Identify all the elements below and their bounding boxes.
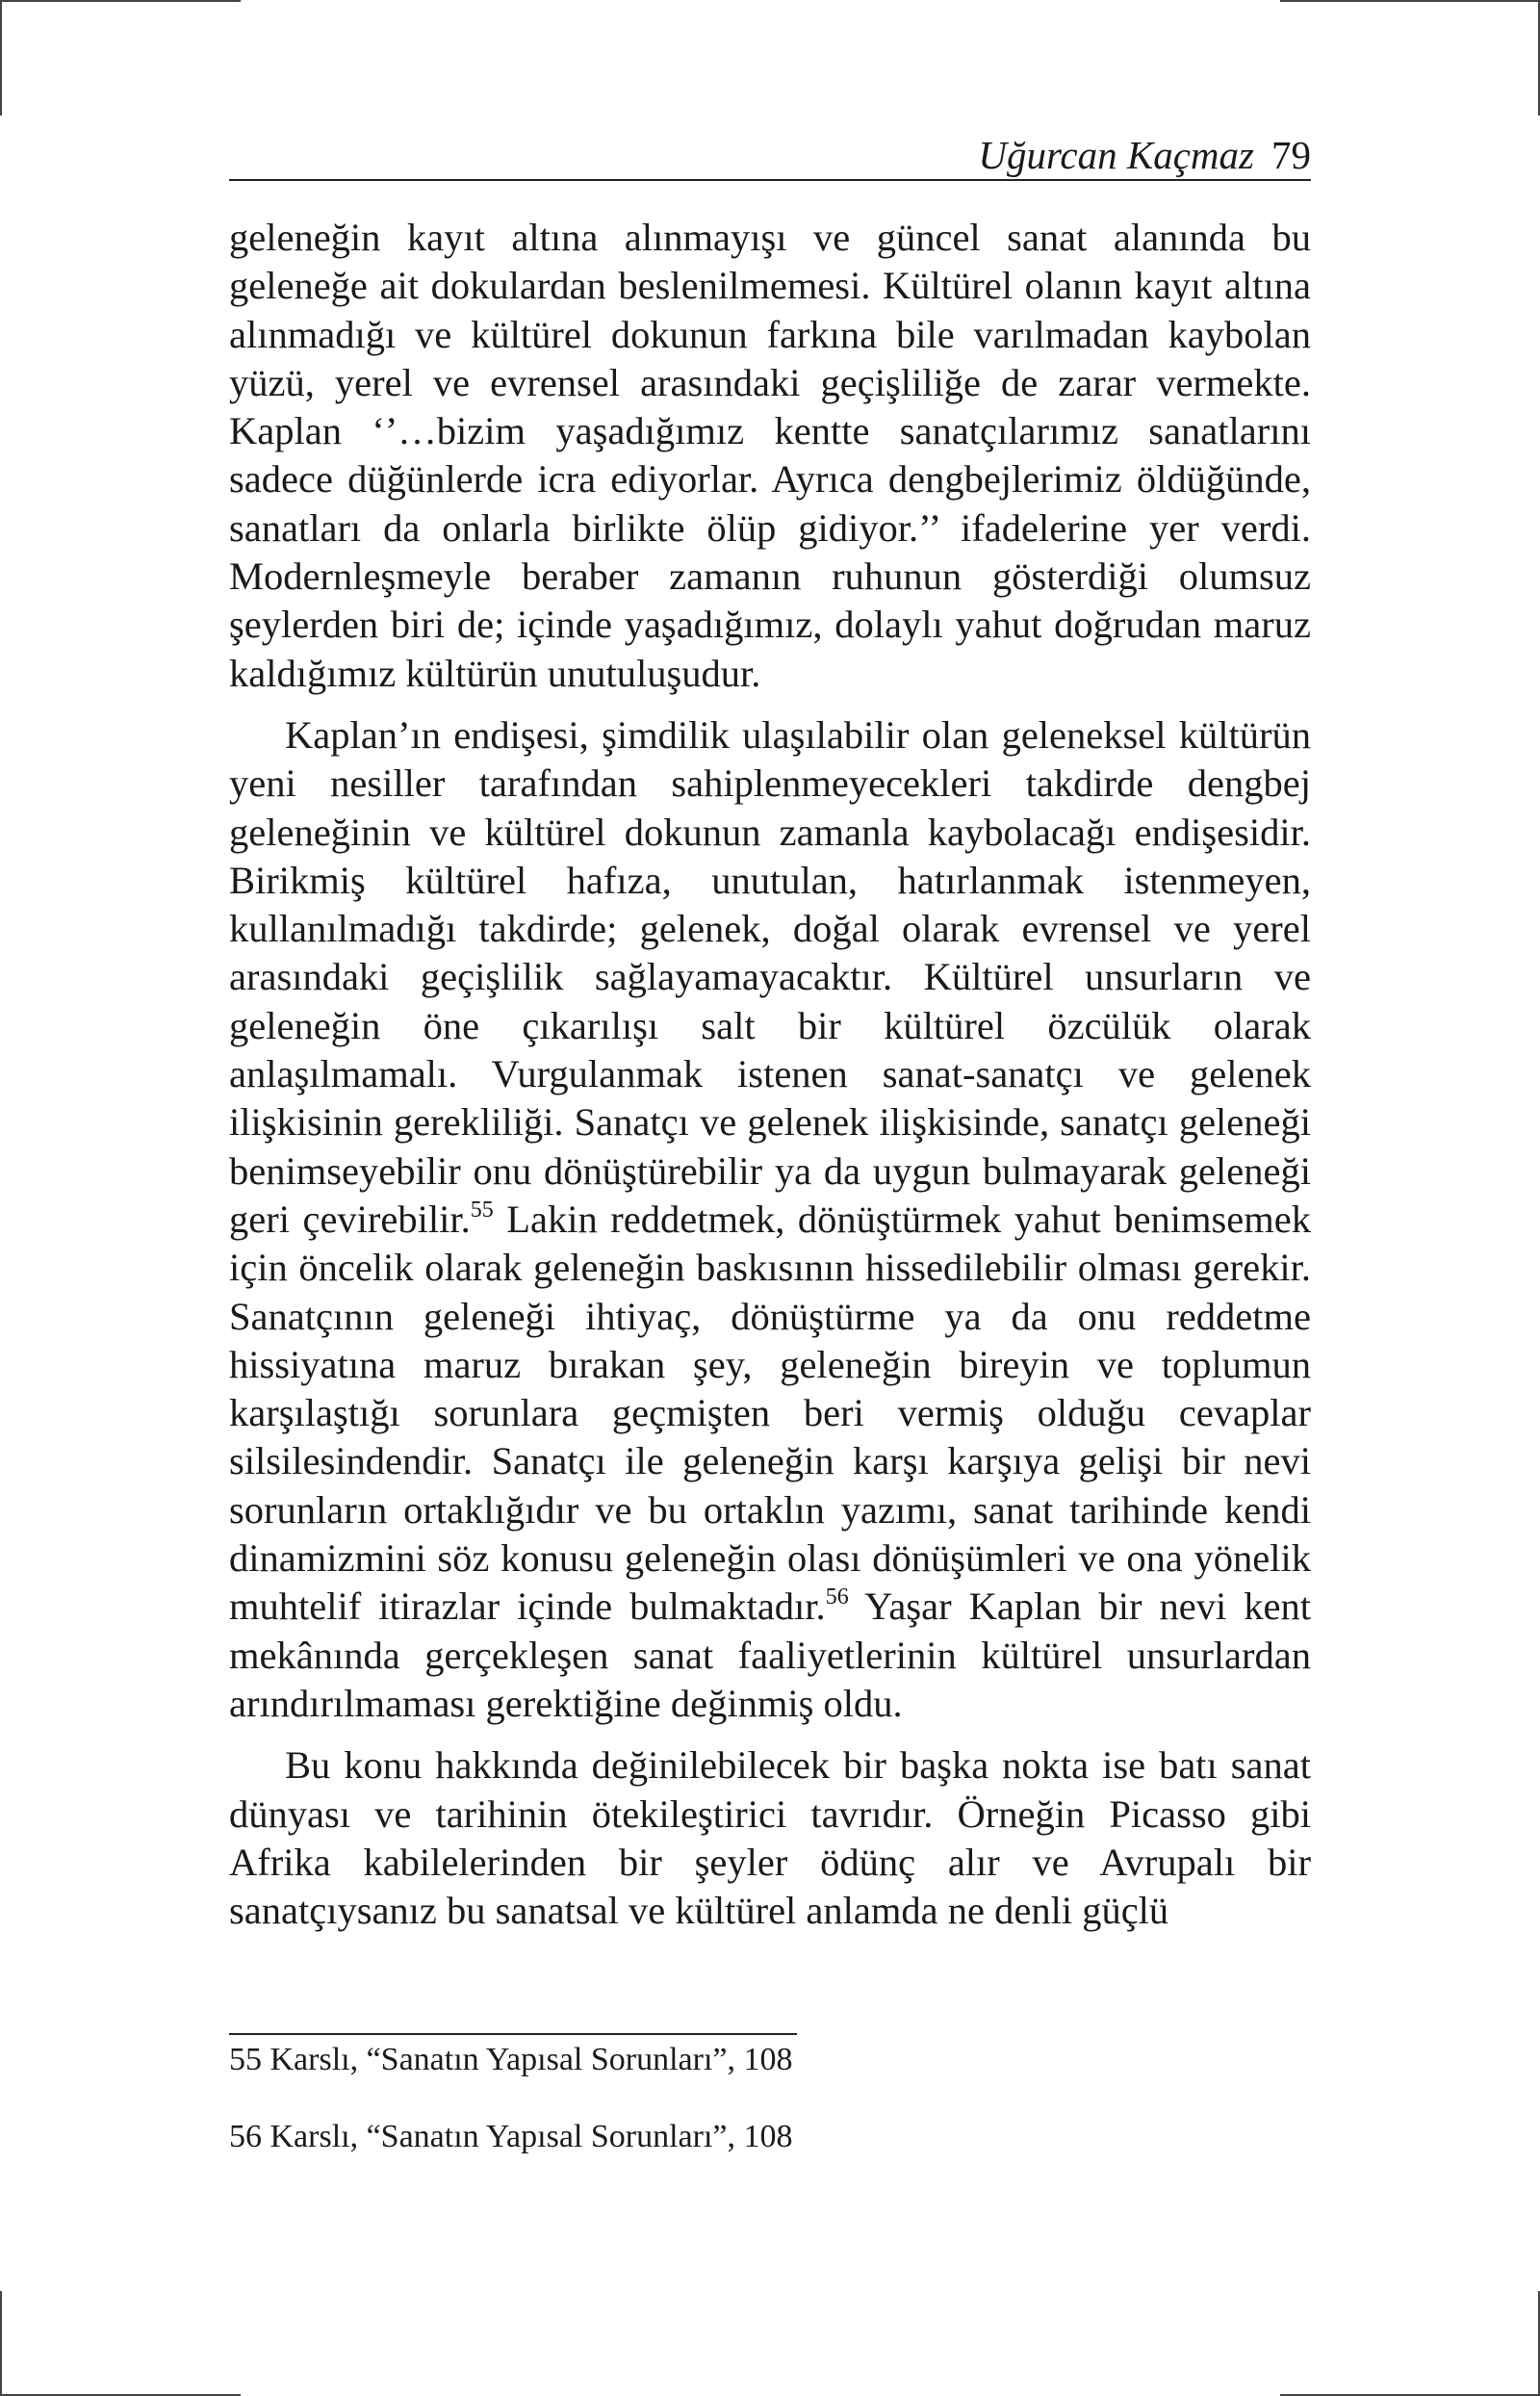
crop-mark (0, 0, 2, 116)
crop-mark (1280, 0, 1540, 2)
paragraph-2 (229, 711, 1311, 1728)
footnote-55: 55 Karslı, “Sanatın Yapısal Sorunları”, 108 (229, 2042, 793, 2077)
footnote-56: 56 Karslı, “Sanatın Yapısal Sorunları”, 108 (229, 2119, 793, 2154)
footnote-ref-56[interactable]: 56 (825, 1584, 849, 1610)
body-text (229, 214, 1311, 1935)
page-number: 79 (1271, 133, 1311, 177)
header-author: Uğurcan Kaçmaz (978, 133, 1254, 177)
running-header (229, 131, 1311, 181)
crop-mark (0, 2291, 2, 2396)
paragraph-2-part-2: Lakin reddetmek, dönüştürmek yahut benimsemek için öncelik olarak geleneğin baskısının hissedilebilir olması gerekir. Sanatçının geleneği ihtiyaç, dönüştürme ya da onu reddetme hissiyatına maruz bırakan şey, geleneğin bireyin ve toplumun karşılaştığı sorunlara geçmişten beri vermiş olduğu cevaplar silsilesindendir. Sanatçı ile geleneğin karşı karşıya gelişi bir nevi sorunların ortaklığıdır ve bu ortaklın yazımı, sanat tarihinde kendi dinamizmini söz konusu geleneğin olası dönüşümleri ve ona yönelik muhtelif itirazlar içinde bulmaktadır. (229, 1197, 1311, 1629)
crop-mark (0, 0, 241, 2)
paragraph-2-part-1: Kaplan’ın endişesi, şimdilik ulaşılabilir olan geleneksel kültürün yeni nesiller tarafından sahiplenmeyecekleri takdirde dengbej geleneğinin ve kültürel dokunun zamanla kaybolacağı endişesidir. Birikmiş kültürel hafıza, unutulan, hatırlanmak istenmeyen, kullanılmadığı takdirde; gelenek, doğal olarak evrensel ve yerel arasındaki geçişlilik sağlayamayacaktır. Kültürel unsurların ve geleneğin öne çıkarılışı salt bir kültürel özcülük olarak anlaşılmamalı. Vurgulanmak istenen sanat-sanatçı ve gelenek ilişkisinin gerekliliği. Sanatçı ve gelenek ilişkisinde, sanatçı geleneği benimseyebilir onu dönüştürebilir ya da uygun bulmayarak geleneği geri çevirebilir. (229, 712, 1311, 1241)
paragraph-2-part-3: Yaşar Kaplan bir nevi kent mekânında gerçekleşen sanat faaliyetlerinin kültürel unsurlardan arındırılmaması gerektiğine değinmiş oldu. (229, 1584, 1311, 1725)
footnote-divider (229, 2033, 797, 2035)
paragraph-1: geleneğin kayıt altına alınmayışı ve güncel sanat alanında bu geleneğe ait dokulardan beslenilmemesi. Kültürel olanın kayıt altına alınmadığı ve kültürel dokunun farkına bile varılmadan kaybolan yüzü, yerel ve evrensel arasındaki geçişliliğe de zarar vermekte. Kaplan ‘’…bizim yaşadığımız kentte sanatçılarımız sanatlarını sadece düğünlerde icra ediyorlar. Ayrıca dengbejlerimiz öldüğünde, sanatları da onlarla birlikte ölüp gidiyor.’’ ifadelerine yer verdi. Modernleşmeyle beraber zamanın ruhunun gösterdiği olumsuz şeylerden biri de; içinde yaşadığımız, dolaylı yahut doğrudan maruz kaldığımız kültürün unutuluşudur. (229, 216, 1311, 695)
paragraph-3: Bu konu hakkında değinilebilecek bir başka nokta ise batı sanat dünyası ve tarihinin ötekileştirici tavrıdır. Örneğin Picasso gibi Afrika kabilelerinden bir şeyler ödünç alır ve Avrupalı bir sanatçıysanız bu sanatsal ve kültürel anlamda ne denli güçlü (229, 1743, 1311, 1933)
footnote-ref-55[interactable]: 55 (470, 1197, 494, 1223)
